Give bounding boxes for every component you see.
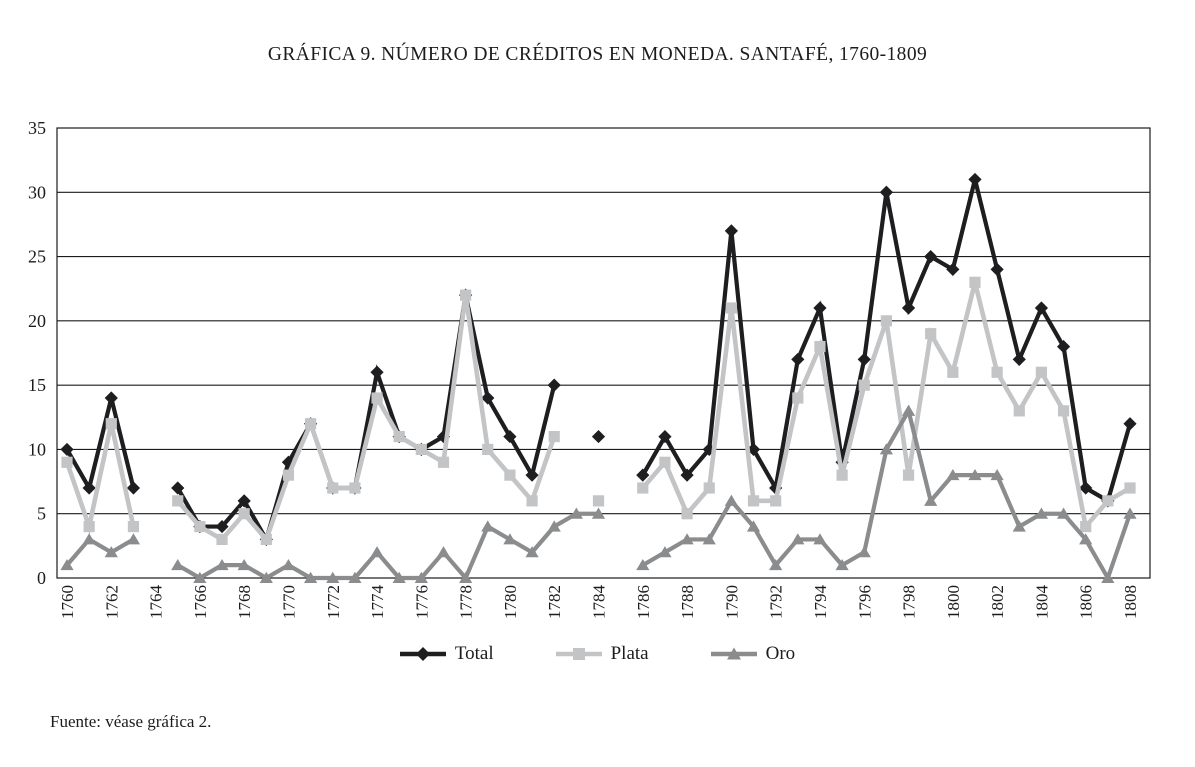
legend-item-oro (711, 643, 796, 665)
svg-text:1794: 1794 (810, 585, 830, 619)
svg-text:1770: 1770 (279, 585, 299, 619)
svg-text:1798: 1798 (899, 585, 919, 619)
svg-text:35: 35 (28, 118, 46, 138)
svg-text:1776: 1776 (412, 585, 432, 619)
source-note: Fuente: véase gráfica 2. (50, 712, 212, 731)
svg-text:1792: 1792 (766, 585, 786, 619)
svg-text:0: 0 (37, 568, 46, 588)
svg-text:1764: 1764 (146, 585, 166, 619)
oro-triangle-marker-icon (711, 646, 757, 662)
svg-text:1762: 1762 (102, 585, 122, 619)
svg-text:1806: 1806 (1076, 585, 1096, 619)
svg-text:1766: 1766 (190, 585, 210, 619)
svg-text:1782: 1782 (545, 585, 565, 619)
legend-label-plata: Plata (610, 643, 649, 664)
svg-text:15: 15 (28, 375, 46, 396)
svg-text:1802: 1802 (988, 585, 1008, 619)
svg-text:1774: 1774 (368, 585, 388, 619)
svg-text:1788: 1788 (678, 585, 698, 619)
svg-text:1778: 1778 (456, 585, 476, 619)
svg-text:1804: 1804 (1032, 585, 1052, 619)
series-plata (61, 277, 1135, 545)
chart-title: GRÁFICA 9. NÚMERO DE CRÉDITOS EN MONEDA. SANTAFÉ, 1760-1809 (267, 44, 928, 65)
svg-text:1784: 1784 (589, 585, 609, 619)
svg-text:10: 10 (28, 439, 46, 460)
legend-label-total: Total (454, 643, 494, 664)
legend-item-total (400, 643, 494, 665)
legend-item-plata (556, 643, 649, 665)
svg-text:1796: 1796 (855, 585, 875, 619)
svg-text:1760: 1760 (58, 585, 77, 619)
chart-legend (0, 643, 1195, 665)
svg-text:20: 20 (28, 310, 46, 331)
series-total (60, 173, 1136, 546)
svg-text:25: 25 (28, 246, 46, 267)
legend-label-oro: Oro (765, 643, 796, 664)
total-diamond-marker-icon (400, 646, 446, 662)
svg-text:30: 30 (28, 182, 46, 203)
svg-text:1808: 1808 (1121, 585, 1140, 619)
svg-text:1772: 1772 (323, 585, 343, 619)
svg-text:1768: 1768 (235, 585, 255, 619)
plata-square-marker-icon (556, 646, 602, 662)
svg-text:5: 5 (37, 503, 46, 524)
svg-text:1790: 1790 (722, 585, 742, 619)
svg-text:1800: 1800 (943, 585, 963, 619)
svg-text:1786: 1786 (633, 585, 653, 619)
svg-text:1780: 1780 (500, 585, 520, 619)
